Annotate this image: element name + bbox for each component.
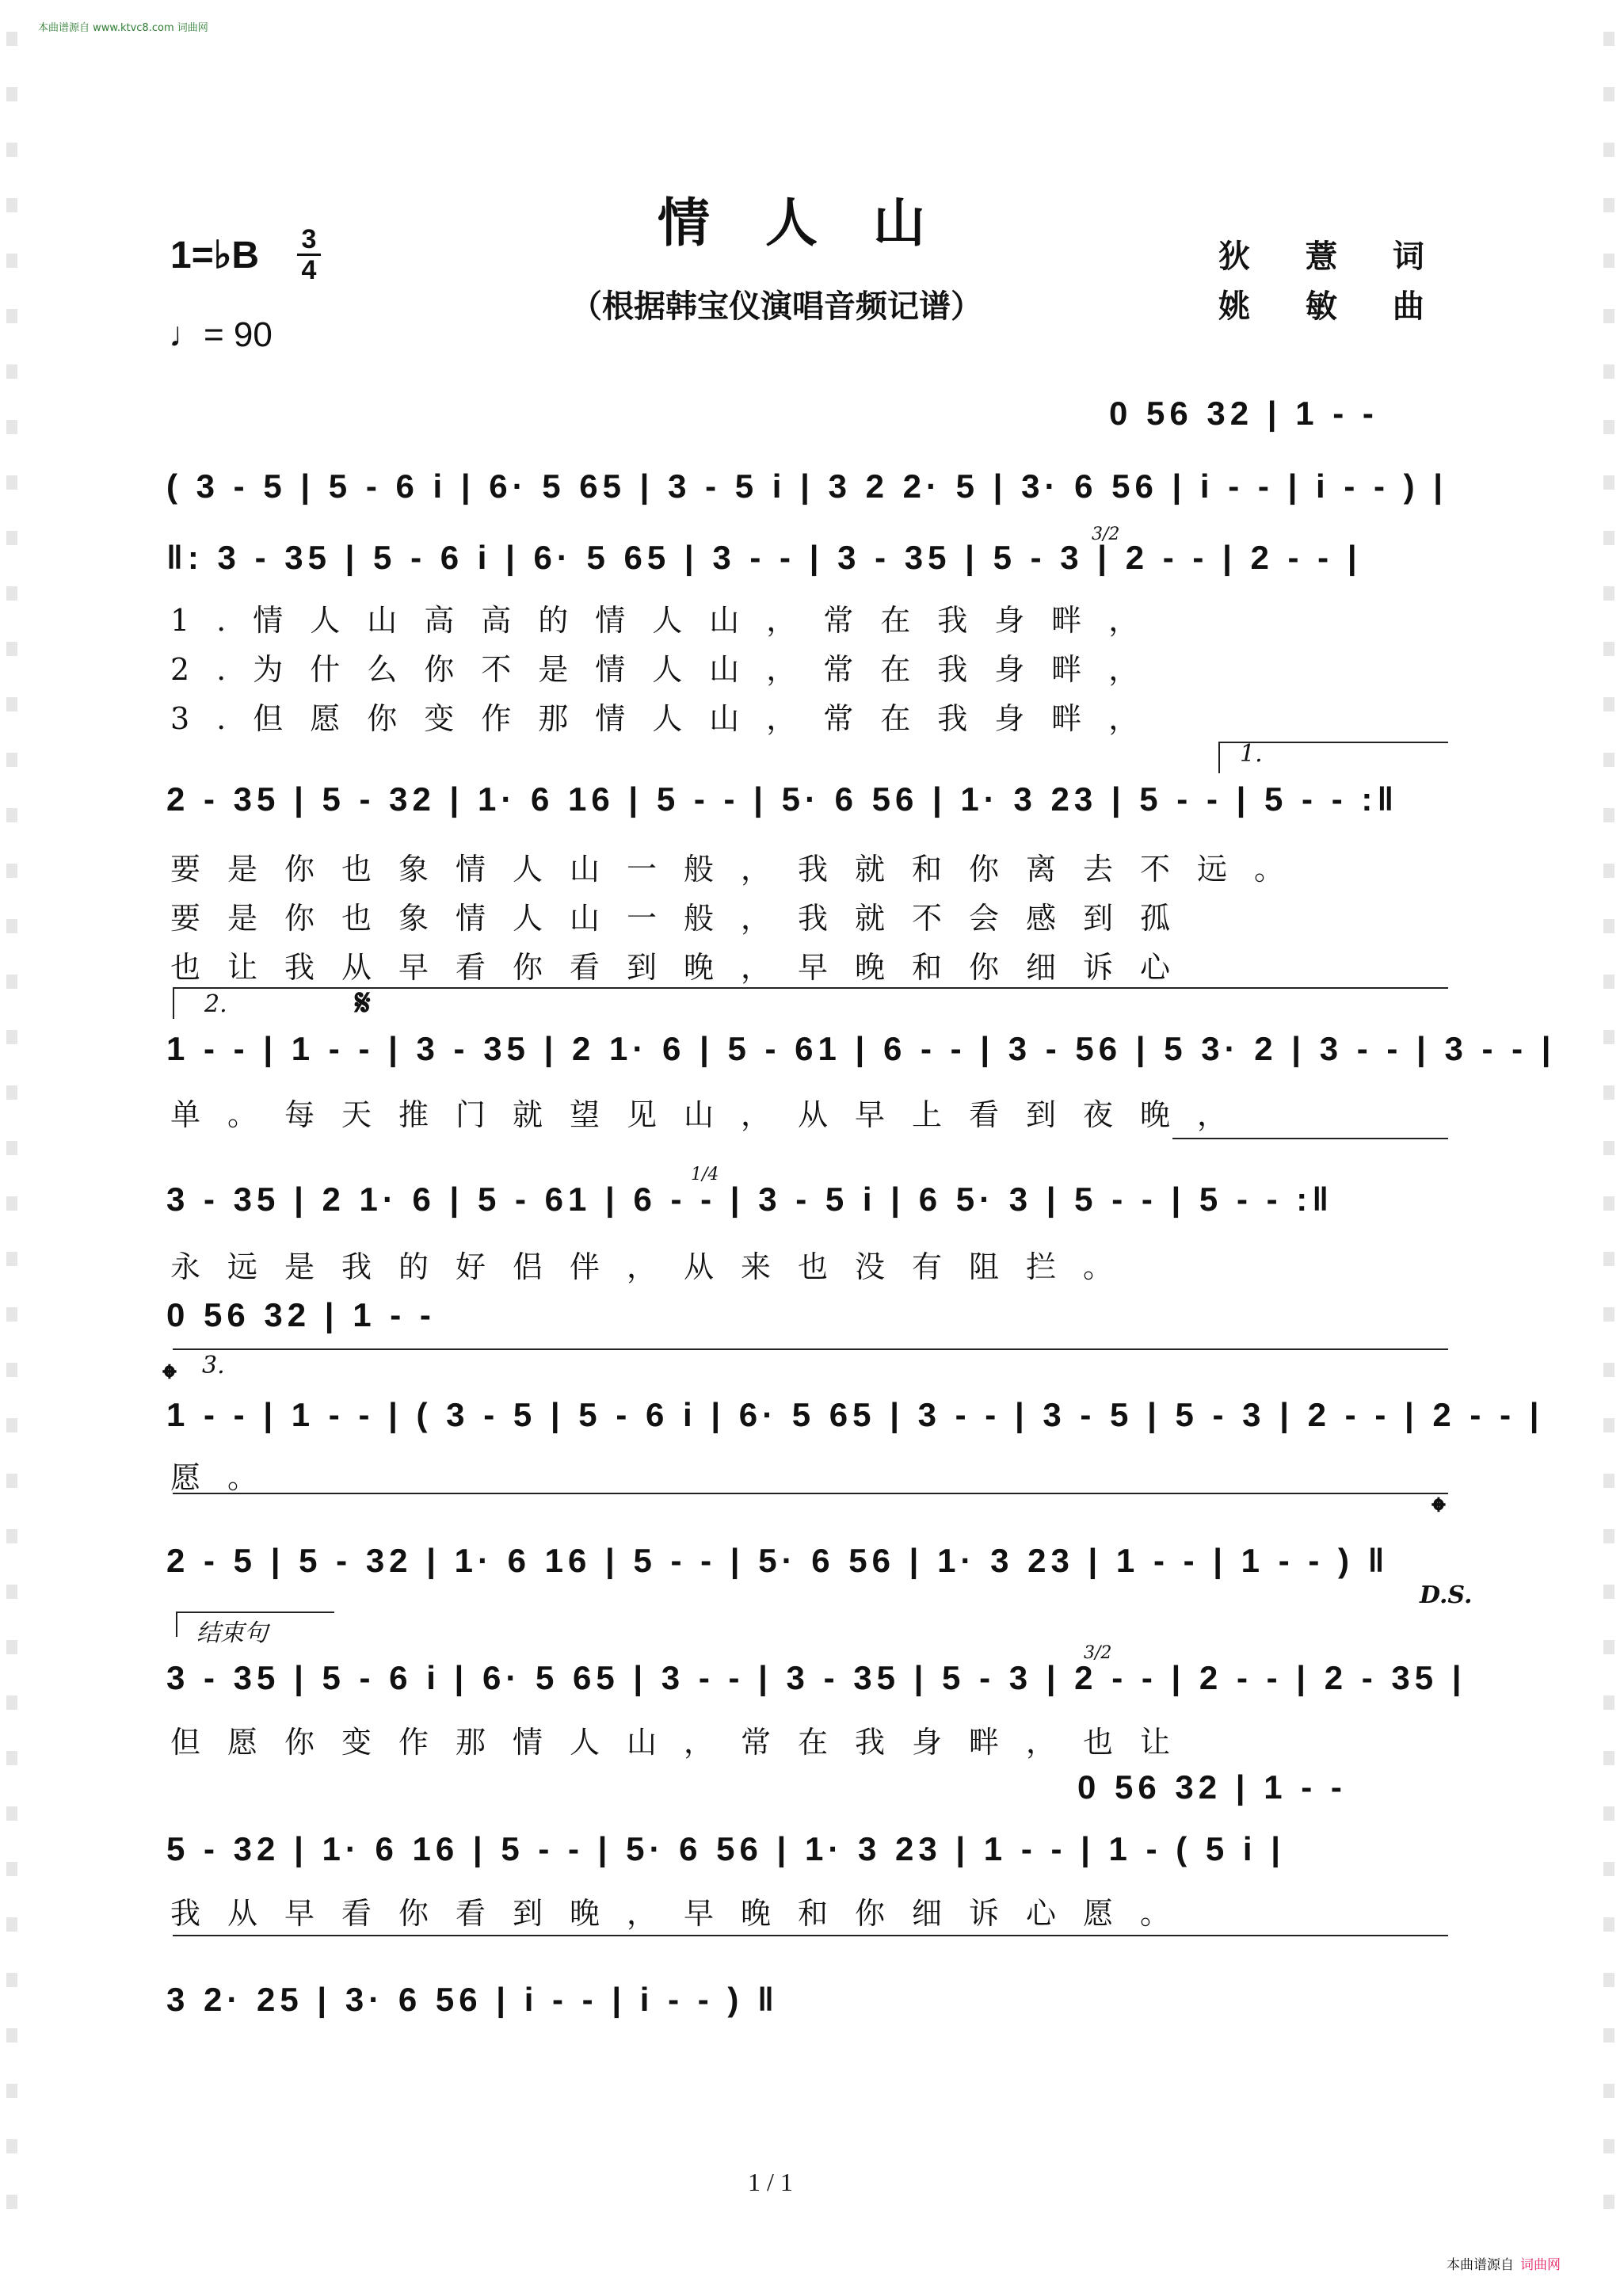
coda-sign-end: 𝄌 bbox=[1432, 1490, 1445, 1532]
lyric-chorus-a-1: 要是你也象情人山一般，我就和你离去不远。 bbox=[170, 852, 1312, 887]
lyric-chorus-a-3: 也让我从早看你看到晚，早晚和你细诉心 bbox=[170, 950, 1198, 985]
volta-2-bracket-start bbox=[173, 987, 174, 1019]
staff-outro: 3 2· 25 | 3· 6 56 | i - - | i - - ) ‖ bbox=[166, 1981, 779, 2018]
lyric-verse-3: 3.但愿你变作那情人山，常在我身畔， bbox=[170, 701, 1166, 736]
coda-sign-start: 𝄌 bbox=[163, 1356, 176, 1399]
section-divider bbox=[173, 1493, 1448, 1494]
time-signature bbox=[297, 225, 321, 284]
ending-label: 结束句 bbox=[196, 1619, 268, 1647]
lyric-ending-1: 但愿你变作那情人山，常在我身畔，也让 bbox=[170, 1725, 1198, 1760]
source-note: 本曲谱源自 www.ktvc8.com 词曲网 bbox=[38, 22, 208, 34]
time-numerator: 3 bbox=[301, 224, 317, 254]
ending-bracket-start bbox=[176, 1612, 177, 1637]
staff-bridge: 1 - - | 1 - - | 3 - 35 | 2 1· 6 | 5 - 61 | 6 - - | 3 - 56 | 5 3· 2 | 3 - - | 3 - - | bbox=[166, 1030, 1556, 1067]
staff-intro: ( 3 - 5 | 5 - 6 i | 6· 5 65 | 3 - 5 i | 3 2 2· 5 | 3· 6 56 | i - - | i - - ) | bbox=[166, 467, 1448, 505]
lyric-bridge-end: 永远是我的好侣伴，从来也没有阻拦。 bbox=[170, 1249, 1141, 1284]
volta-1-bracket-start bbox=[1218, 742, 1220, 773]
volta-1-label: 1. bbox=[1240, 740, 1263, 768]
ds-marking: D.S. bbox=[1420, 1581, 1473, 1609]
song-title: 情人山 bbox=[658, 192, 981, 254]
lyric-chorus-a-2: 要是你也象情人山一般，我就不会感到孤 bbox=[170, 901, 1198, 936]
volta-3-label: 3. bbox=[202, 1352, 225, 1379]
left-watermark-strip bbox=[6, 32, 17, 2250]
page-number: 1 / 1 bbox=[748, 2168, 793, 2196]
volta-3-bracket bbox=[173, 1348, 1448, 1350]
final-divider bbox=[173, 1935, 1448, 1936]
staff-interlude: 1 - - | 1 - - | ( 3 - 5 | 5 - 6 i | 6· 5 65 | 3 - - | 3 - 5 | 5 - 3 | 2 - - | 2 - - | bbox=[166, 1396, 1544, 1433]
time-change-1-4: 1/4 bbox=[691, 1165, 719, 1184]
tempo-marking: ♩= 90 bbox=[169, 315, 273, 354]
key-signature: 1=♭B bbox=[170, 235, 260, 277]
staff-pickup-ending: 0 56 32 | 1 - - bbox=[1077, 1768, 1347, 1806]
staff-ending-2: 5 - 32 | 1· 6 16 | 5 - - | 5· 6 56 | 1· 3 23 | 1 - - | 1 - ( 5 i | bbox=[166, 1830, 1285, 1867]
footer-site-link[interactable]: 词曲网 bbox=[1520, 2257, 1561, 2273]
staff-ending: 3 - 35 | 5 - 6 i | 6· 5 65 | 3 - - | 3 - 35 | 5 - 3 | 2 - - | 2 - - | 2 - 35 | bbox=[166, 1659, 1466, 1696]
time-denominator: 4 bbox=[301, 255, 317, 285]
lyric-verse-2: 2.为什么你不是情人山，常在我身畔， bbox=[170, 652, 1166, 687]
time-change-3-2-ending: 3/2 bbox=[1084, 1643, 1112, 1663]
lyricist: 狄 薏 词 bbox=[1218, 238, 1447, 275]
composer: 姚 敏 曲 bbox=[1218, 288, 1447, 325]
lyric-interlude: 愿。 bbox=[170, 1460, 285, 1495]
staff-interlude-end: 2 - 5 | 5 - 32 | 1· 6 16 | 5 - - | 5· 6 56 | 1· 3 23 | 1 - - | 1 - - ) ‖ bbox=[166, 1542, 1390, 1579]
staff-pickup-mid: 0 56 32 | 1 - - bbox=[166, 1296, 436, 1333]
lyric-verse-1: 1.情人山高高的情人山，常在我身畔， bbox=[170, 603, 1166, 638]
song-subtitle: （根据韩宝仪演唱音频记谱） bbox=[570, 288, 982, 325]
end-bracket-line bbox=[1172, 1138, 1448, 1139]
right-watermark-strip bbox=[1603, 32, 1614, 2250]
staff-chorus-a: 2 - 35 | 5 - 32 | 1· 6 16 | 5 - - | 5· 6 56 | 1· 3 23 | 5 - - | 5 - - :‖ bbox=[166, 780, 1399, 818]
lyric-ending-2: 我从早看你看到晚，早晚和你细诉心愿。 bbox=[170, 1896, 1198, 1931]
lyric-bridge: 单。每天推门就望见山，从早上看到夜晚， bbox=[170, 1097, 1255, 1132]
staff-verse-1: ‖: 3 - 35 | 5 - 6 i | 6· 5 65 | 3 - - | 3 - 35 | 5 - 3 | 2 - - | 2 - - | bbox=[166, 539, 1362, 576]
staff-pickup-intro: 0 56 32 | 1 - - bbox=[1109, 395, 1378, 432]
staff-bridge-end: 3 - 35 | 2 1· 6 | 5 - 61 | 6 - - | 3 - 5 i | 6 5· 3 | 5 - - | 5 - - :‖ bbox=[166, 1181, 1334, 1218]
segno-sign: 𝄋 bbox=[355, 981, 371, 1024]
footer-source bbox=[1447, 2253, 1561, 2273]
volta-2-label: 2. bbox=[204, 990, 227, 1018]
time-change-3-2: 3/2 bbox=[1092, 524, 1120, 544]
footer-source-text: 本曲谱源自 bbox=[1447, 2257, 1514, 2273]
